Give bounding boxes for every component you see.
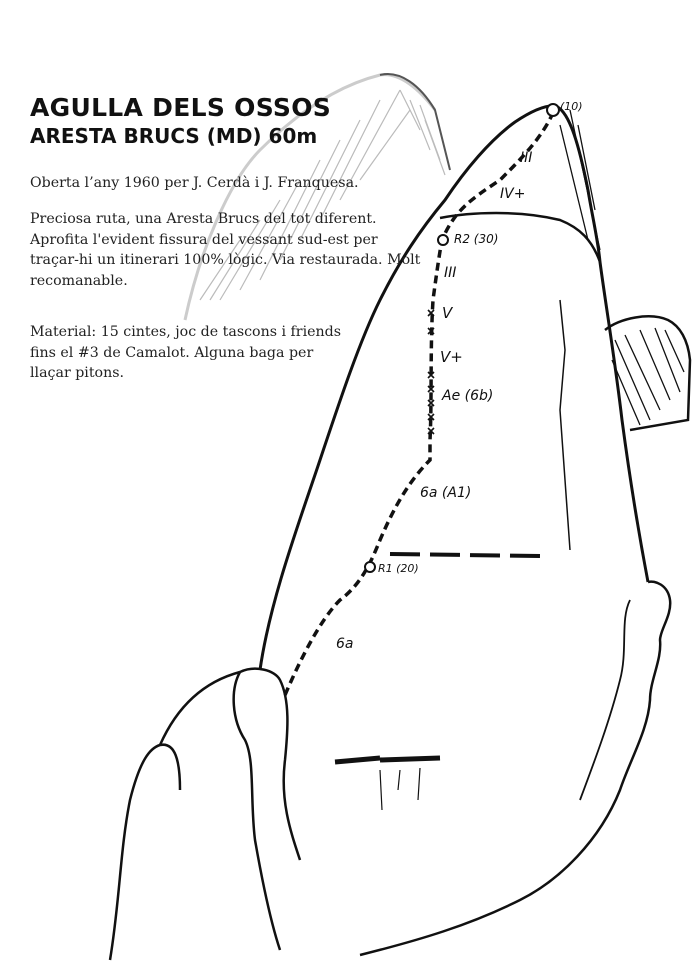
pitch-3-grade-iv: IV+ bbox=[500, 186, 526, 202]
pitch-3-grade-iii: III bbox=[520, 150, 533, 166]
pitch-2-grade-vplus: V+ bbox=[440, 348, 463, 366]
route-subtitle: ARESTA BRUCS (MD) 60m bbox=[30, 124, 318, 148]
lower-rocks bbox=[110, 554, 670, 960]
pitch-1-grade: 6a bbox=[336, 636, 354, 652]
route-history: Oberta l’any 1960 per J. Cerdà i J. Franquesa. bbox=[30, 175, 359, 191]
route-line bbox=[285, 115, 552, 695]
pitch-2-grade-v: V bbox=[442, 304, 453, 322]
belay-2-label: R2 (30) bbox=[454, 232, 499, 246]
belay-1-label: R1 (20) bbox=[378, 562, 419, 575]
belay-2-marker bbox=[438, 235, 448, 245]
route-gear: Material: 15 cintes, joc de tascons i friends fins el #3 de Camalot. Alguna baga per llaçar pitons. bbox=[30, 324, 342, 381]
route-description: Preciosa ruta, una Aresta Brucs del tot diferent. Aprofita l'evident fissura del vessant sud-est per traçar-hi un itinerari 100% lògic. Via restaurada. Molt recomanable. bbox=[30, 211, 421, 289]
belay-1-marker bbox=[365, 562, 375, 572]
right-peak bbox=[605, 316, 690, 430]
page-title: AGULLA DELS OSSOS bbox=[30, 93, 332, 122]
pitch-2-grade-6a: 6a (A1) bbox=[420, 485, 472, 501]
summit-label: (10) bbox=[560, 100, 583, 113]
summit-marker bbox=[547, 104, 559, 116]
pitch-2-aid-label: Ae (6b) bbox=[442, 388, 494, 404]
pitch-2-grade-iii: III bbox=[444, 265, 457, 281]
